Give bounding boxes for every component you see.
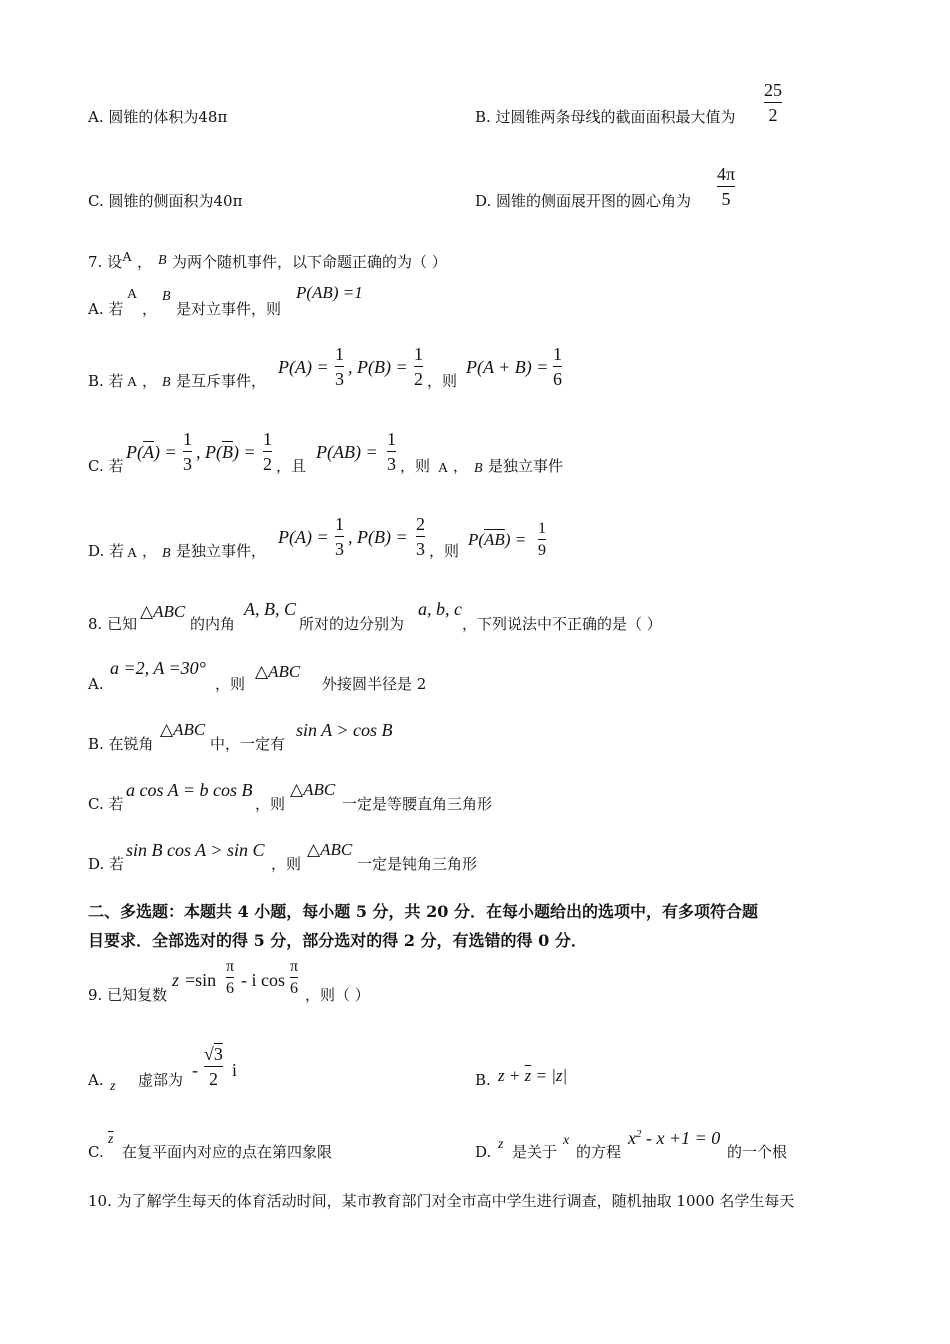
- event-a: A: [127, 375, 138, 390]
- event-b: B: [162, 375, 171, 390]
- q7-b-formula-pb: , P(B) =: [348, 357, 408, 377]
- event-a: A: [127, 287, 138, 302]
- q8-b-formula: sin A > cos B: [296, 720, 393, 740]
- q7-c-then: ，则: [400, 457, 431, 475]
- fraction-one-half: 1 2: [263, 429, 272, 474]
- q7-stem-prefix: 7. 设: [88, 253, 123, 271]
- q7-c-formula-pab: P(AB) =: [316, 442, 378, 462]
- q7-b-formula-pa: P(A) =: [278, 357, 329, 377]
- q9-a-middle: 虚部为: [138, 1071, 184, 1089]
- q8-a-formula: a =2, A =30°: [110, 658, 206, 678]
- event-b: B: [158, 253, 167, 268]
- imaginary-unit: i: [232, 1060, 238, 1080]
- fraction-one-third: 1 3: [335, 344, 344, 389]
- q9-stem-prefix: 9. 已知复数: [88, 986, 168, 1004]
- triangle-abc: △ABC: [290, 780, 336, 799]
- q7-b-formula-sum: P(A + B) =: [466, 357, 549, 377]
- q6-option-b: B. 过圆锥两条母线的截面面积最大值为: [475, 108, 736, 126]
- q7-b-then: ，则: [427, 372, 458, 390]
- event-a: A: [438, 461, 449, 476]
- q7-c-and: ，且: [276, 457, 307, 475]
- q9-d-equation: $x^2 - x +1 = 0$: [628, 1128, 721, 1148]
- triangle-abc: △ABC: [140, 602, 186, 621]
- q8-c-suffix: 一定是等腰直角三角形: [342, 795, 493, 813]
- q8-a-prefix: A.: [88, 675, 104, 693]
- q8-c-formula: a cos A = b cos B: [126, 780, 253, 800]
- separator: ，: [137, 253, 153, 271]
- q9-formula-icos: - i cos: [241, 970, 285, 990]
- fraction-one-sixth: 1 6: [553, 344, 562, 389]
- q9-formula-sin: =sin: [185, 970, 217, 990]
- numerator: 4π: [717, 164, 736, 184]
- q8-d-prefix: D. 若: [88, 855, 125, 873]
- q9-d-prefix: D.: [475, 1143, 492, 1161]
- q8-d-suffix: 一定是钝角三角形: [357, 855, 478, 873]
- q8-c-prefix: C. 若: [88, 795, 124, 813]
- q7-a-middle: 是对立事件，则: [176, 300, 282, 318]
- variable-z-conjugate: $\overline{z}$: [108, 1132, 114, 1147]
- fraction-pi-over-6: π 6: [290, 958, 299, 997]
- fraction-one-ninth: 1 9: [538, 520, 546, 559]
- q7-d-middle: 是独立事件，: [176, 542, 267, 560]
- q9-c-prefix: C.: [88, 1143, 104, 1161]
- q9-a-prefix: A.: [88, 1071, 104, 1089]
- section-heading-line2: 目要求．全部选对的得 5 分，部分选对的得 2 分，有选错的得 0 分．: [88, 931, 587, 950]
- q9-b-formula: $z + \overline{z} = |z|$: [498, 1066, 568, 1085]
- event-b: B: [162, 546, 171, 561]
- q9-formula-z: z: [172, 970, 180, 990]
- q9-b-prefix: B.: [475, 1071, 491, 1089]
- fraction-one-half: 1 2: [414, 344, 423, 389]
- event-a: A: [127, 546, 138, 561]
- q10-stem: 10. 为了解学生每天的体育活动时间，某市教育部门对全市高中学生进行调查，随机抽取 1000 名学生每天: [88, 1192, 795, 1210]
- q7-d-prefix: D. 若: [88, 542, 125, 560]
- q7-c-formula-pb-bar: , $P(\overline{B})$ =: [196, 442, 256, 462]
- triangle-abc: △ABC: [307, 840, 353, 859]
- q8-d-formula: sin B cos A > sin C: [126, 840, 265, 860]
- variable-z: z: [498, 1137, 504, 1152]
- variable-x: x: [563, 1133, 570, 1148]
- q8-c-then: ，则: [255, 795, 286, 813]
- q9-stem-suffix: ，则（ ）: [305, 986, 370, 1004]
- q8-stem-mid2: 所对的边分别为: [299, 615, 405, 633]
- angles-abc: A, B, C: [244, 599, 296, 619]
- q8-stem-prefix: 8. 已知: [88, 615, 138, 633]
- fraction-pi-over-6: π 6: [226, 958, 235, 997]
- fraction-one-third: 1 3: [387, 429, 396, 474]
- q8-a-then: ，则: [215, 675, 246, 693]
- q6-option-a: A. 圆锥的体积为48π: [88, 108, 228, 126]
- separator: ，: [142, 542, 158, 560]
- fraction-two-thirds: 2 3: [416, 514, 425, 559]
- q7-c-formula-pa-bar: $P(\overline{A})$ =: [126, 442, 177, 462]
- q9-d-mid1: 是关于: [512, 1143, 558, 1161]
- separator: ，: [142, 300, 158, 318]
- q8-stem-suffix: ，下列说法中不正确的是（ ）: [462, 615, 662, 633]
- q8-stem-mid1: 的内角: [190, 615, 236, 633]
- q7-stem-suffix: 为两个随机事件，以下命题正确的为（ ）: [172, 253, 447, 271]
- event-b: B: [474, 461, 483, 476]
- q7-b-prefix: B. 若: [88, 372, 124, 390]
- q8-d-then: ，则: [271, 855, 302, 873]
- separator: ，: [453, 457, 469, 475]
- q7-c-prefix: C. 若: [88, 457, 124, 475]
- denominator: 2: [768, 105, 778, 125]
- fraction-one-third: 1 3: [183, 429, 192, 474]
- q7-d-formula-pa: P(A) =: [278, 527, 329, 547]
- section-heading-line1: 二、多选题：本题共 4 小题，每小题 5 分，共 20 分．在每小题给出的选项中，有多项符合题: [88, 902, 758, 921]
- q8-b-prefix: B. 在锐角: [88, 735, 154, 753]
- q6-option-d: D. 圆锥的侧面展开图的圆心角为: [475, 192, 692, 210]
- triangle-abc: △ABC: [160, 720, 206, 739]
- q8-a-suffix: 外接圆半径是 2: [322, 675, 427, 693]
- variable-z: z: [110, 1079, 116, 1094]
- numerator: 25: [764, 80, 782, 100]
- q6-option-c: C. 圆锥的侧面积为40π: [88, 192, 243, 210]
- q7-c-suffix: 是独立事件: [488, 457, 564, 475]
- q7-d-then: ，则: [429, 542, 460, 560]
- q6-option-b-fraction: [764, 80, 782, 125]
- q7-a-prefix: A. 若: [88, 300, 124, 318]
- q6-option-d-fraction: [717, 164, 735, 209]
- q9-c-suffix: 在复平面内对应的点在第四象限: [122, 1143, 333, 1161]
- q8-b-middle: 中，一定有: [210, 735, 286, 753]
- separator: ，: [142, 372, 158, 390]
- minus-sign: -: [192, 1060, 198, 1080]
- fraction-one-third: 1 3: [335, 514, 344, 559]
- q9-d-suffix: 的一个根: [727, 1143, 788, 1161]
- q7-b-middle: 是互斥事件，: [176, 372, 267, 390]
- sides-abc: a, b, c: [418, 599, 462, 619]
- q7-d-formula-pab-bar: $P(\overline{AB})$ =: [468, 530, 527, 549]
- q7-d-formula-pb: , P(B) =: [348, 527, 408, 547]
- q7-a-formula: P(AB) =1: [296, 283, 363, 302]
- q9-d-mid2: 的方程: [576, 1143, 622, 1161]
- fraction-sqrt3-over-2: √3 2: [204, 1044, 223, 1089]
- event-a: A: [122, 250, 133, 265]
- triangle-abc: △ABC: [255, 662, 301, 681]
- denominator: 5: [721, 189, 731, 209]
- event-b: B: [162, 289, 171, 304]
